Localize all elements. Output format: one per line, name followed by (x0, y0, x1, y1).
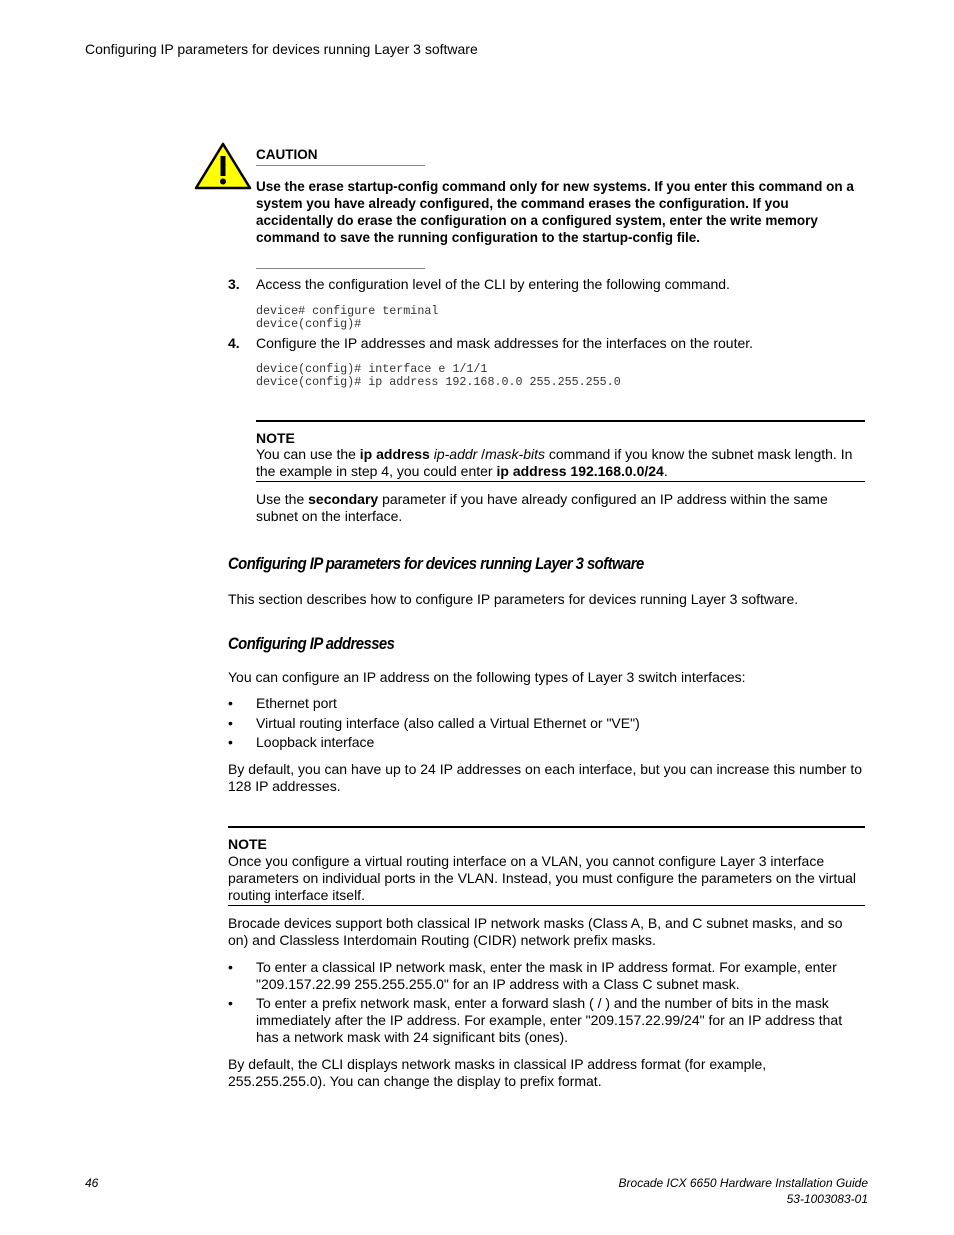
step-number: 3. (228, 276, 240, 292)
note-label: NOTE (256, 430, 295, 446)
page-number: 46 (85, 1176, 99, 1190)
footer-doc-number: 53-1003083-01 (786, 1192, 868, 1206)
note-text: You can use the ip address ip-addr /mask-bits command if you know the subnet mask length. In the example in step 4, you could enter ip address 192.168.0.0/24. (256, 446, 853, 479)
paragraph: You can configure an IP address on the following types of Layer 3 switch interfaces: (228, 669, 746, 685)
note-rule-bottom (256, 481, 865, 482)
section-intro: This section describes how to configure IP parameters for devices running Layer 3 software. (228, 591, 799, 607)
paragraph: Brocade devices support both classical IP network masks (Class A, B, and C subnet masks, and so on) and Classless Interdomain Routing (CIDR) network prefix masks. (228, 915, 843, 948)
note-rule-top (256, 420, 865, 422)
step-3 (228, 276, 868, 293)
section-heading: Configuring IP parameters for devices running Layer 3 software (228, 555, 644, 573)
note-text: Once you configure a virtual routing interface on a VLAN, you cannot configure Layer 3 interface parameters on individual ports in the VLAN. Instead, you must configure the parameters on the virtual routing interface itself. (228, 853, 857, 903)
page-header: Configuring IP parameters for devices running Layer 3 software (85, 41, 478, 57)
step-text: Access the configuration level of the CLI by entering the following command. (256, 276, 730, 292)
list-item: • Ethernet port (228, 695, 337, 711)
step-text: Configure the IP addresses and mask addresses for the interfaces on the router. (256, 335, 754, 351)
caution-rule-top (256, 165, 425, 166)
list-item: • To enter a classical IP network mask, enter the mask in IP address format. For example, enter "209.157.22.99 255.255.255.0" for an IP address with a Class C subnet mask. (228, 959, 837, 992)
subsection-heading: Configuring IP addresses (228, 635, 395, 653)
footer-guide-title: Brocade ICX 6650 Hardware Installation Guide (618, 1176, 868, 1190)
caution-rule-bottom (256, 268, 425, 269)
list-item: • Loopback interface (228, 734, 375, 750)
warning-triangle-icon (194, 142, 252, 190)
paragraph: By default, you can have up to 24 IP addresses on each interface, but you can increase this number to 128 IP addresses. (228, 761, 863, 794)
caution-body: Use the erase startup-config command only for new systems. If you enter this command on a system you have already configured, the command erases the configuration. If you accidentally do erase the configuration on a configured system, enter the write memory command to save the running configuration to the startup-config file. (256, 179, 854, 245)
note-rule-bottom (228, 905, 865, 906)
step-4 (228, 335, 868, 352)
paragraph: By default, the CLI displays network masks in classical IP address format (for example, 255.255.255.0). You can change the display to prefix format. (228, 1056, 767, 1089)
code-block: device# configure terminal device(config)# (256, 304, 439, 331)
caution-title: CAUTION (256, 147, 318, 162)
step-number: 4. (228, 335, 240, 351)
list-item: • To enter a prefix network mask, enter a forward slash ( / ) and the number of bits in the mask immediately after the IP address. For example, enter "209.157.22.99/24" for an IP address that has a network mask with 24 significant bits (ones). (228, 995, 843, 1045)
note-label: NOTE (228, 836, 267, 852)
note-rule-top (228, 826, 865, 828)
list-item: • Virtual routing interface (also called a Virtual Ethernet or "VE") (228, 715, 640, 731)
code-block: device(config)# interface e 1/1/1 device(config)# ip address 192.168.0.0 255.255.255.0 (256, 362, 621, 389)
secondary-paragraph: Use the secondary parameter if you have already configured an IP address within the same subnet on the interface. (256, 491, 828, 524)
